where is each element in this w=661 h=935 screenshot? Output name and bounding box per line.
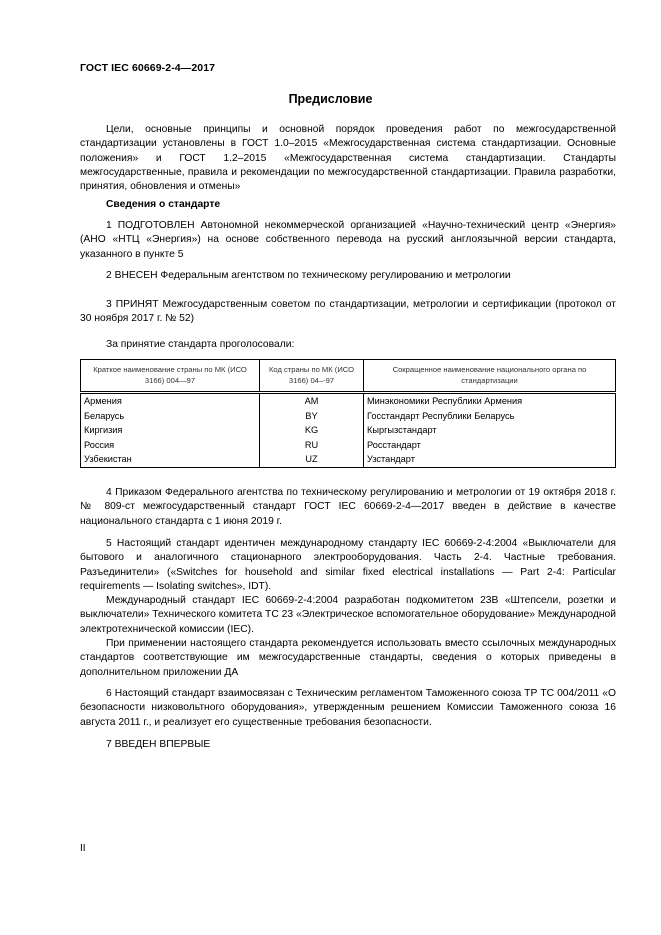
body-cell: Росстандарт [364, 438, 616, 453]
code-cell: BY [260, 409, 364, 424]
item-4-paragraph: 4 Приказом Федерального агентства по техническому регулированию и метрологии от 19 октября 2018 г. № 809-ст межгосударственный стандарт ГОСТ IEC 60669-2-4—2017 введен в действие в качестве национального стандарта с 1 июня 2019 г. [80, 487, 616, 527]
table-row [81, 409, 616, 424]
body-cell: Минэкономики Республики Армения [364, 393, 616, 409]
table-header-country: Краткое наименование страны по МК (ИСО 3166) 004—97 [81, 360, 260, 393]
voting-table [80, 359, 616, 468]
item-5-origin-paragraph: Международный стандарт IEC 60669-2-4:2004 разработан подкомитетом 23B «Штепсели, розетки и выключатели» Технического комитета ТС 23 «Электрическое вспомогательное оборудование» Международной электротехнической комиссии (IEC). [80, 595, 616, 635]
body-cell: Узстандарт [364, 452, 616, 467]
table-row [81, 393, 616, 409]
item-7-paragraph: 7 ВВЕДЕН ВПЕРВЫЕ [106, 739, 211, 750]
code-cell: UZ [260, 452, 364, 467]
body-cell: Кыргызстандарт [364, 423, 616, 438]
item-5-paragraph: 5 Настоящий стандарт идентичен международному стандарту IEC 60669-2-4:2004 «Выключатели для бытового и аналогичного стационарного электрооборудования. Часть 2-4. Частные требования. Разъединители» («Switches for household and similar fixed electrical installations — Part 2-4: Particular requirements — Isolating switches», IDT). [80, 538, 616, 592]
country-cell: Узбекистан [81, 452, 260, 467]
code-cell: RU [260, 438, 364, 453]
country-cell: Беларусь [81, 409, 260, 424]
table-header-code: Код страны по МК (ИСО 3166) 04–-97 [260, 360, 364, 393]
item-3-paragraph: 3 ПРИНЯТ Межгосударственным советом по стандартизации, метрологии и сертификации (протокол от 30 ноября 2017 г. № 52) [80, 299, 616, 325]
code-cell: AM [260, 393, 364, 409]
item-5-section [80, 537, 616, 680]
section-subheading: Сведения о стандарте [106, 199, 221, 210]
item-1-paragraph: 1 ПОДГОТОВЛЕН Автономной некоммерческой организацией «Научно-технический центр «Энергия» (АНО «НТЦ «Энергия») на основе собственного перевода на русский англоязычной версии стандарта, указанного в пункте 5 [80, 220, 616, 260]
item-6-paragraph: 6 Настоящий стандарт взаимосвязан с Техническим регламентом Таможенного союза ТР ТС 004/2011 «О безопасности низковольтного оборудования», утвержденным решением Комиссии Таможенного союза 16 августа 2011 г., и реализует его существенные требования безопасности. [80, 688, 616, 728]
item-5-usage-paragraph: При применении настоящего стандарта рекомендуется использовать вместо ссылочных международных стандартов соответствующие им межгосударственные стандарты, сведения о которых приведены в дополнительном приложении ДА [80, 638, 616, 678]
table-row [81, 452, 616, 467]
vote-caption: За принятие стандарта проголосовали: [106, 339, 295, 350]
country-cell: Армения [81, 393, 260, 409]
country-cell: Киргизия [81, 423, 260, 438]
page-title: Предисловие [288, 92, 373, 106]
intro-paragraph: Цели, основные принципы и основной порядок проведения работ по межгосударственной стандартизации установлены в ГОСТ 1.0–2015 «Межгосударственная система стандартизации. Основные положения» и ГОСТ 1.2–2015 «Межгосударственная система стандартизации. Стандарты межгосударственные, правила и рекомендации по межгосударственной стандартизации. Правила разработки, принятия, обновления и отмены» [80, 124, 616, 193]
code-cell: KG [260, 423, 364, 438]
table-header-body: Сокращенное наименование национального органа по стандартизации [364, 360, 616, 393]
item-2-paragraph: 2 ВНЕСЕН Федеральным агентством по техническому регулированию и метрологии [106, 270, 511, 281]
document-code-header: ГОСТ IEC 60669-2-4—2017 [80, 62, 216, 74]
country-cell: Россия [81, 438, 260, 453]
table-row [81, 438, 616, 453]
table-row [81, 423, 616, 438]
body-cell: Госстандарт Республики Беларусь [364, 409, 616, 424]
page-number: II [80, 843, 86, 854]
